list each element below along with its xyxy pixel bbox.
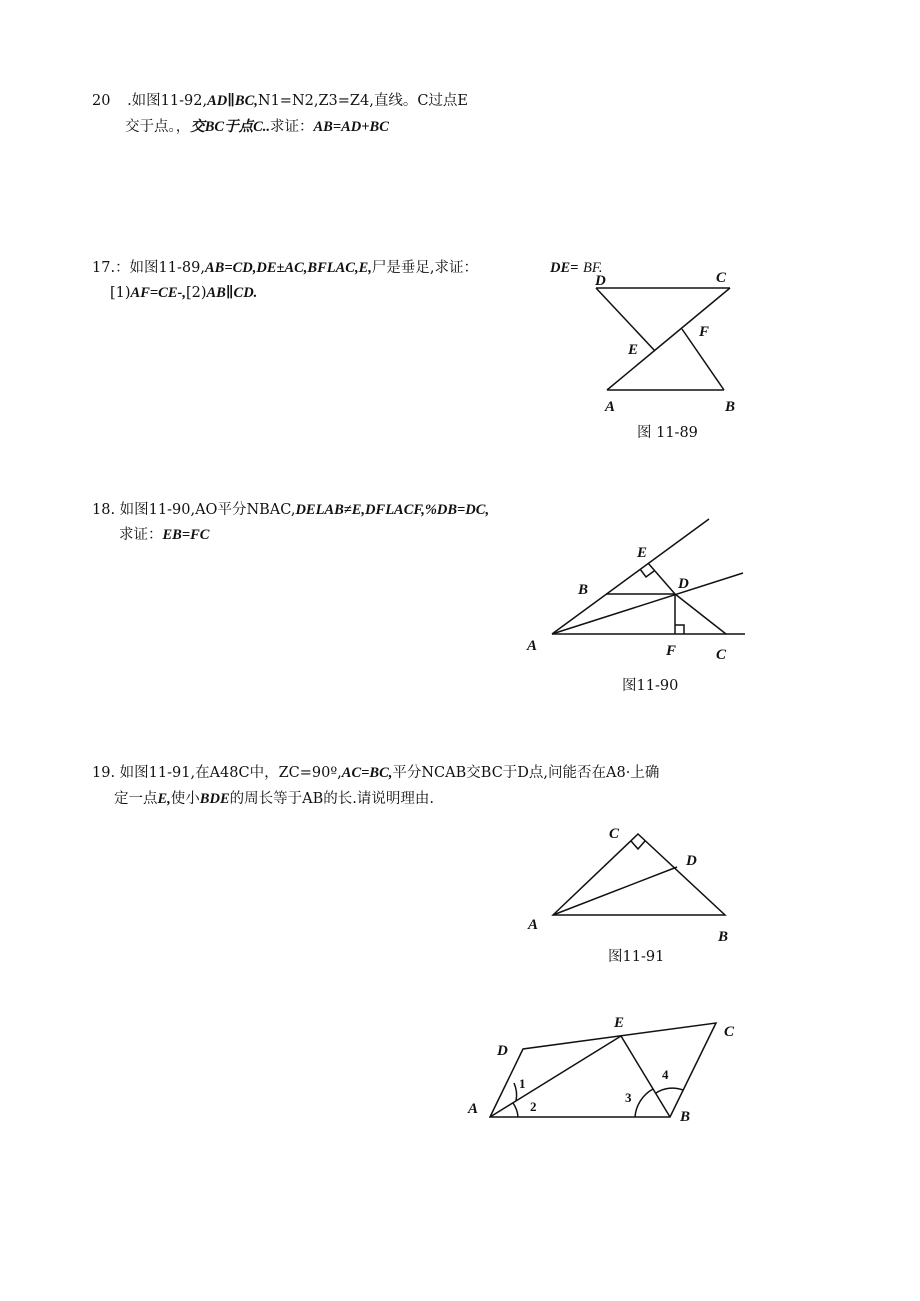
fig92-label-c: C: [724, 1024, 735, 1040]
figure-11-89: [596, 288, 730, 390]
problem-20-text-a: .如图11-92,: [127, 93, 208, 109]
fig92-angle-3: 3: [625, 1090, 632, 1105]
fig89-label-c: C: [716, 270, 727, 286]
fig89-caption: 图 11-89: [637, 425, 698, 441]
problem-17-part1-index: [1): [110, 285, 131, 301]
fig90-label-a: A: [527, 638, 538, 654]
problem-19-number: 19.: [92, 765, 116, 781]
fig92-quadrilateral-abcd: [490, 1023, 716, 1117]
problem-18-claim: EB=FC: [162, 527, 210, 543]
problem-19-text-d: 使小: [170, 791, 200, 807]
fig92-label-a: A: [468, 1101, 479, 1117]
fig92-angle-1: 1: [519, 1076, 526, 1091]
fig92-label-b: B: [680, 1109, 691, 1125]
problem-18-number: 18.: [92, 502, 116, 518]
problem-17-number: 17.: [92, 260, 116, 276]
fig91-triangle-abc: [553, 834, 725, 915]
problem-17-side-value: BF.: [583, 260, 603, 276]
fig91-label-a: A: [528, 917, 539, 933]
fig91-label-d: D: [686, 853, 697, 869]
fig90-segment-de: [648, 563, 675, 594]
fig89-label-b: B: [725, 399, 736, 415]
fig92-angle-2: 2: [530, 1099, 537, 1114]
fig89-label-f: F: [699, 324, 710, 340]
problem-17-side-label: DE=: [550, 260, 579, 276]
problem-19-text-e: 的周长等于AB的长.请说明理由.: [229, 791, 434, 807]
problem-19-text-a: 如图11-91,在A48C中，ZC=90º,: [119, 765, 342, 781]
fig92-label-d: D: [497, 1043, 508, 1059]
fig92-arc-angle-2: [513, 1103, 518, 1117]
fig92-arc-angle-1: [514, 1083, 517, 1101]
fig89-segment-de: [596, 288, 655, 351]
fig90-right-angle-f: [675, 625, 684, 634]
problem-20-text-c: 交于点。，: [125, 119, 191, 135]
fig90-label-c: C: [716, 647, 727, 663]
problem-18-prove-label: 求证：: [119, 527, 163, 543]
problem-19-point-e: E,: [157, 791, 171, 807]
problem-17-text-a: ：如图11-89,: [115, 260, 205, 276]
fig89-label-d: D: [595, 273, 606, 289]
problem-17-part1-claim: AF=CE-,: [130, 285, 186, 301]
fig90-label-f: F: [666, 643, 677, 659]
fig90-right-angle-e: [640, 569, 654, 577]
fig92-angle-4: 4: [662, 1067, 669, 1082]
problem-20-number: 20: [92, 93, 111, 109]
fig92-label-e: E: [614, 1015, 625, 1031]
fig90-label-b: B: [578, 582, 589, 598]
figure-11-92: [490, 1023, 716, 1117]
problem-20-prove-label: 求证：: [270, 119, 314, 135]
problem-19-triangle-bde: BDE: [199, 791, 230, 807]
problem-19-text-b: 平分NCAB交BC于D点,问能否在A8·上确: [392, 765, 660, 781]
fig92-arc-angle-3: [635, 1089, 653, 1117]
problem-20-claim: AB=AD+BC: [313, 119, 389, 135]
problem-20-text-b: N1=N2,Z3=Z4,直线。C过点E: [257, 93, 469, 109]
figure-11-90: [552, 519, 745, 634]
problem-17-text-b: 尸是垂足,求证：: [371, 260, 478, 276]
problem-19-given: AC=BC,: [341, 765, 393, 781]
fig90-segment-dc: [675, 594, 726, 634]
fig91-label-b: B: [718, 929, 729, 945]
problem-17-part2-claim: AB∥CD.: [206, 285, 258, 301]
fig91-bisector-ad: [553, 867, 677, 915]
problem-20-given-parallel: AD∥BC,: [207, 93, 258, 109]
problem-17-part2-index: [2): [185, 285, 207, 301]
fig91-right-angle-c: [631, 841, 645, 849]
fig92-arc-angle-4: [656, 1088, 683, 1093]
problem-18-given: DELAB≠E,DFLACF,%DB=DC,: [295, 502, 490, 518]
fig89-label-a: A: [605, 399, 616, 415]
fig89-label-e: E: [628, 342, 639, 358]
problem-19-text-c: 定一点: [114, 791, 158, 807]
problem-18-text-a: 如图11-90,AO平分NBAC,: [119, 502, 296, 518]
problem-20-intersection: 交BC于点C..: [190, 119, 271, 135]
fig91-label-c: C: [609, 826, 620, 842]
problem-17-given: AB=CD,DE±AC,BFLAC,E,: [204, 260, 372, 276]
fig91-caption: 图11-91: [608, 949, 665, 965]
fig90-label-e: E: [637, 545, 648, 561]
fig90-caption: 图11-90: [622, 678, 679, 694]
fig89-segment-ca: [607, 288, 730, 390]
fig90-label-d: D: [678, 576, 689, 592]
figure-11-91: [553, 834, 725, 915]
